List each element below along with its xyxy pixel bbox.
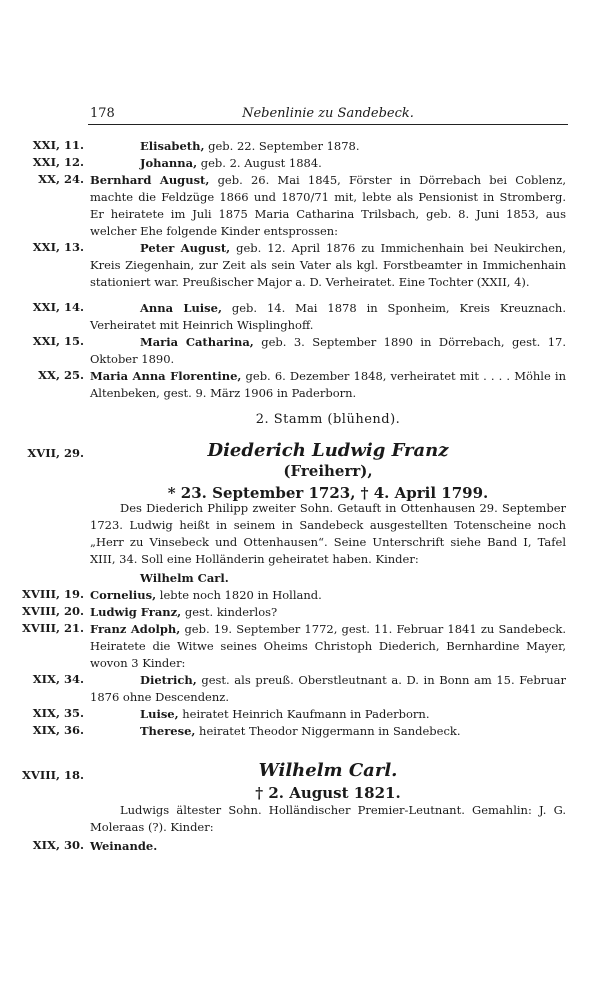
person-name: Wilhelm Carl. (258, 760, 398, 781)
entry-name: Franz Adolph, (90, 622, 181, 636)
entry-text: geb. 19. September 1772, gest. 11. Februar 1841 zu Sandebeck. Heiratete die Witwe seines Oheims Christoph Diederich, Bernhardine Mayer, wovon 3 Kinder: (90, 622, 566, 670)
entry-name: Ludwig Franz, (90, 605, 182, 619)
entry-ref: XVIII, 21. (22, 621, 84, 635)
running-title: Nebenlinie zu Sandebeck. (242, 106, 414, 121)
person-name: Diederich Ludwig Franz (207, 440, 449, 461)
entry-text: geb. 3. September 1890 in Dörrebach, gest. 17. Oktober 1890. (90, 335, 567, 366)
entry-ref: XXI, 15. (32, 334, 84, 348)
entry-text: lebte noch 1820 in Holland. (156, 588, 322, 602)
entry-name: Cornelius, (90, 588, 157, 602)
section-paragraph: Des Diederich Philipp zweiter Sohn. Getauft in Ottenhausen 29. September 1723. Ludwig heißt in seinem in Sandebeck ausgestellten Totenscheine noch „Herr zu Vinsebeck und Ottenhausen“. Seine Unterschrift siehe Band I, Tafel XIII, 34. Soll eine Holländerin geheiratet haben. Kinder: (90, 501, 566, 566)
entry-ref: XX, 25. (38, 368, 84, 382)
entry-name: Anna Luise, (140, 301, 222, 315)
entry-text: geb. 26. Mai 1845, Förster in Dörrebach bei Coblenz, machte die Feldzüge 1866 und 1870/71 mit, lebte als Pensionist in Stromberg. Er heiratete im Juli 1875 Maria Catharina Trilsbach, geb. 8. Juni 1853, aus welcher Ehe folgende Kinder entsprossen: (90, 173, 566, 238)
entry-name: Therese, (140, 724, 196, 738)
entry-name: Maria Catharina, (140, 335, 254, 349)
list-item (20, 604, 568, 621)
list-item (20, 155, 568, 172)
entry-name: Wilhelm Carl. (140, 571, 229, 585)
entry-name: Luise, (140, 707, 179, 721)
person-dates: * 23. September 1723, † 4. April 1799. (167, 484, 489, 502)
list-item (20, 706, 568, 723)
list-item (20, 570, 568, 587)
entry-ref: XX, 24. (38, 172, 84, 186)
entry-ref: XIX, 36. (32, 723, 84, 737)
entry-ref: XXI, 14. (32, 300, 84, 314)
header-rule (88, 124, 568, 125)
entry-ref: XVIII, 19. (22, 587, 84, 601)
entry-ref: XVIII, 20. (22, 604, 84, 618)
entry-ref: XIX, 30. (32, 838, 84, 852)
entry-text: gest. als preuß. Oberstleutnant a. D. in Bonn am 15. Februar 1876 ohne Descendenz. (90, 673, 566, 704)
list-item (20, 723, 568, 740)
entry-name: Johanna, (140, 156, 198, 170)
list-item (20, 334, 568, 368)
section-paragraph: Ludwigs ältester Sohn. Holländischer Premier-Leutnant. Gemahlin: J. G. Moleraas (?). Kinder: (90, 803, 566, 834)
entry-name: Bernhard August, (90, 173, 210, 187)
list-item (20, 672, 568, 706)
entry-text: geb. 6. Dezember 1848, verheiratet mit . . . . Möhle in Altenbeken, gest. 9. März 1906 in Paderborn. (90, 369, 567, 400)
list-item (20, 587, 568, 604)
entry-text: heiratet Heinrich Kaufmann in Paderborn. (178, 707, 430, 721)
entry-ref: XIX, 35. (32, 706, 84, 720)
list-item (20, 172, 568, 240)
entry-ref: XIX, 34. (32, 672, 84, 686)
list-item (20, 368, 568, 402)
entry-ref: XXI, 11. (32, 138, 84, 152)
section-ref: XVII, 29. (27, 446, 84, 460)
person-dates: † 2. August 1821. (255, 784, 401, 802)
entry-name: Weinande. (90, 839, 158, 853)
entry-text: heiratet Theodor Niggermann in Sandebeck. (195, 724, 461, 738)
list-item (20, 240, 568, 308)
list-item (20, 300, 568, 334)
entry-name: Maria Anna Florentine, (90, 369, 242, 383)
entry-name: Elisabeth, (140, 139, 205, 153)
entry-text: geb. 14. Mai 1878 in Sponheim, Kreis Kreuznach. Verheiratet mit Heinrich Wisplinghoff. (90, 301, 566, 332)
entry-ref: XXI, 12. (32, 155, 84, 169)
list-item (20, 621, 568, 672)
page-number: 178 (90, 106, 115, 121)
list-item (20, 138, 568, 155)
section-ref: XVIII, 18. (22, 768, 84, 782)
entry-text: geb. 22. September 1878. (204, 139, 360, 153)
person-title: (Freiherr), (283, 462, 373, 480)
page-header (90, 106, 566, 124)
section-heading: 2. Stamm (blühend). (255, 412, 401, 427)
entry-text: gest. kinderlos? (181, 605, 278, 619)
entry-name: Dietrich, (140, 673, 197, 687)
list-item (20, 838, 568, 855)
entry-text: geb. 2. August 1884. (197, 156, 322, 170)
entry-text: geb. 12. April 1876 zu Immichenhain bei Neukirchen, Kreis Ziegenhain, zur Zeit als sein Vater als kgl. Forstbeamter in Immichenhain stationiert war. Preußischer Major a. D. Verheiratet. Eine Tochter (XXII, 4). (90, 241, 566, 289)
entry-name: Peter August, (140, 241, 231, 255)
entry-ref: XXI, 13. (32, 240, 84, 254)
